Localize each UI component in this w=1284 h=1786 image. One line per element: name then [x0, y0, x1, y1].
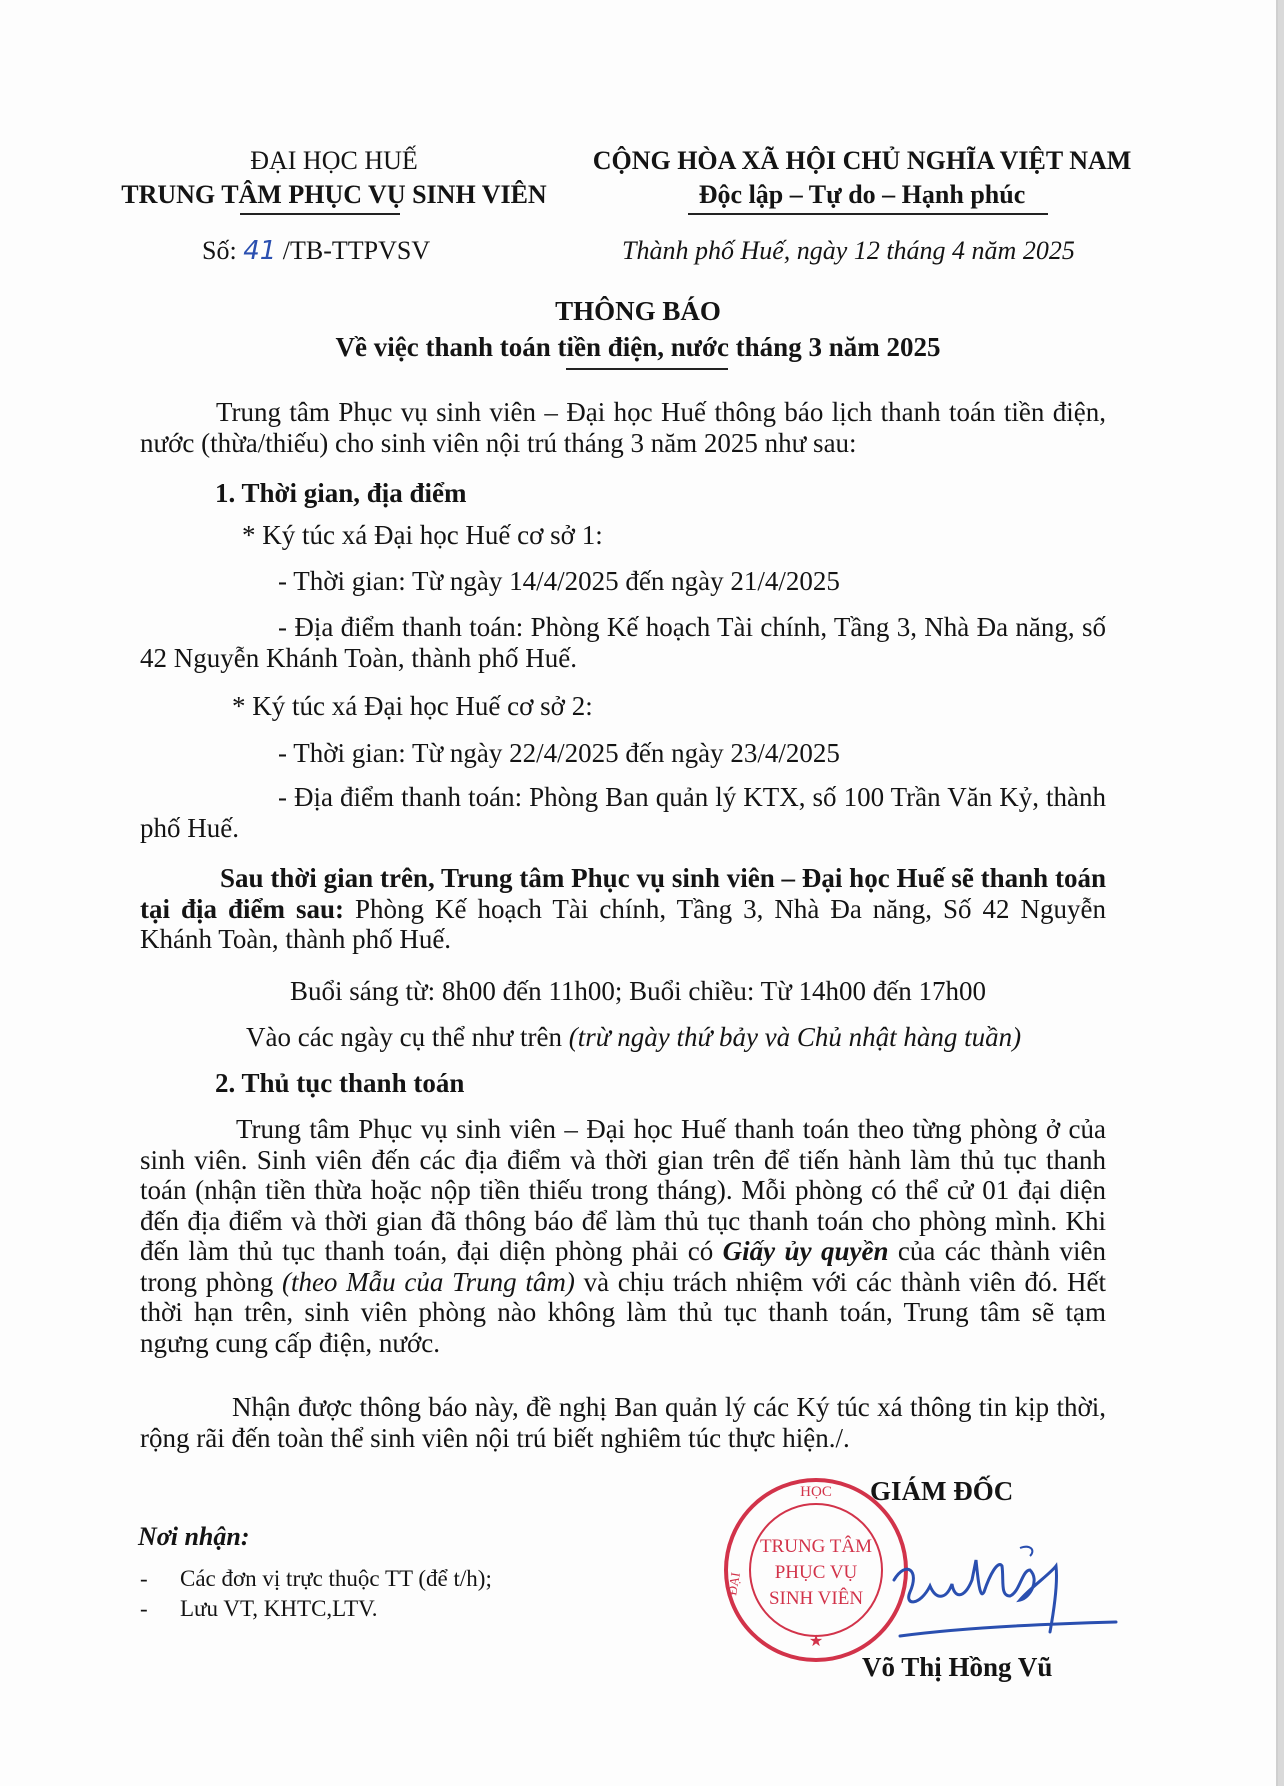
campus-1-heading: * Ký túc xá Đại học Huế cơ sở 1: — [242, 520, 603, 550]
subject-underline — [566, 368, 728, 370]
country-name: CỘNG HÒA XÃ HỘI CHỦ NGHĨA VIỆT NAM — [592, 146, 1132, 175]
campus-2-heading: * Ký túc xá Đại học Huế cơ sở 2: — [232, 691, 593, 721]
notice-subject: Về việc thanh toán tiền điện, nước tháng 3 năm 2025 — [335, 332, 941, 362]
place-date: Thành phố Huế, ngày 12 tháng 4 năm 2025 — [622, 236, 1075, 265]
stamp-line-1: TRUNG TÂM — [759, 1536, 873, 1557]
procedure-text-a: Trung tâm Phục vụ sinh viên – Đại học Huế thanh toán theo từng phòng ở của sinh viên. Sinh viên đến các địa điểm và thời gian trên để tiến hành làm thủ tục thanh toán (nhận tiền thừa hoặc nộp tiền thiếu trong tháng). Mỗi phòng có thể cử 01 đại diện đến địa điểm và thời gian đã thông báo để làm thủ tục thanh toán cho phòng mình. Khi đến làm thủ tục thanh toán, đại diện phòng phải có — [140, 1114, 1106, 1266]
section-1-heading: 1. Thời gian, địa điểm — [215, 478, 467, 508]
doc-number-line — [202, 236, 430, 266]
closing-paragraph: Nhận được thông báo này, đề nghị Ban quản lý các Ký túc xá thông tin kịp thời, rộng rãi đến toàn thể sinh viên nội trú biết nghiêm túc thực hiện./. — [140, 1392, 1106, 1453]
procedure-text-b: của các thành viên trong phòng — [140, 1236, 1107, 1297]
stamp-line-2: PHỤC VỤ — [774, 1562, 858, 1583]
signer-name: Võ Thị Hồng Vũ — [862, 1652, 1053, 1682]
doc-number-handwritten: 41 — [243, 236, 277, 266]
procedure-text-c: và chịu trách nhiệm với các thành viên đó. Hết thời hạn trên, sinh viên phòng nào không làm thủ tục thanh toán, Trung tâm sẽ tạm ngưng cung cấp điện, nước. — [140, 1266, 1106, 1358]
doc-number-prefix: Số: — [202, 236, 237, 265]
recipient-item-text: Lưu VT, KHTC,LTV. — [180, 1596, 378, 1621]
office-days-prefix: Vào các ngày cụ thể như trên — [246, 1022, 569, 1052]
notice-title: THÔNG BÁO — [555, 296, 721, 326]
stamp-line-3: SINH VIÊN — [768, 1588, 864, 1609]
campus-2-time: - Thời gian: Từ ngày 22/4/2025 đến ngày 23/4/2025 — [278, 738, 840, 768]
recipient-item: - Lưu VT, KHTC,LTV. — [140, 1596, 378, 1621]
office-days-note: (trừ ngày thứ bảy và Chủ nhật hàng tuần) — [568, 1022, 1022, 1052]
org-parent: ĐẠI HỌC HUẾ — [250, 146, 418, 175]
campus-2-place: - Địa điểm thanh toán: Phòng Ban quản lý KTX, số 100 Trần Văn Kỷ, thành phố Huế. — [140, 782, 1106, 843]
motto-underline — [688, 213, 1048, 215]
signer-position: GIÁM ĐỐC — [870, 1476, 1014, 1506]
after-period-rest: Phòng Kế hoạch Tài chính, Tầng 3, Nhà Đa năng, Số 42 Nguyễn Khánh Toàn, thành phố Huế. — [140, 893, 1106, 954]
doc-number-suffix: /TB-TTPVSV — [282, 236, 431, 265]
stamp-left-arc: ĐẠI — [724, 1571, 743, 1597]
recipients-heading: Nơi nhận: — [138, 1522, 250, 1551]
authorization-letter: Giấy ủy quyền — [722, 1236, 889, 1266]
section-2-heading: 2. Thủ tục thanh toán — [215, 1068, 465, 1098]
template-note: (theo Mẫu của Trung tâm) — [281, 1266, 575, 1297]
org-name: TRUNG TÂM PHỤC VỤ SINH VIÊN — [121, 180, 547, 209]
stamp-star-icon: ★ — [808, 1633, 824, 1650]
office-hours: Buổi sáng từ: 8h00 đến 11h00; Buổi chiều: Từ 14h00 đến 17h00 — [290, 976, 986, 1006]
stamp-top-arc: HỌC — [800, 1484, 832, 1500]
motto: Độc lập – Tự do – Hạnh phúc — [698, 180, 1026, 209]
org-underline — [240, 213, 400, 215]
procedure-paragraph — [140, 1114, 1106, 1358]
campus-1-time: - Thời gian: Từ ngày 14/4/2025 đến ngày 21/4/2025 — [278, 566, 840, 596]
after-period-bold: Sau thời gian trên, Trung tâm Phục vụ sinh viên – Đại học Huế sẽ thanh toán tại địa điểm sau: — [140, 863, 1106, 924]
after-period-paragraph — [140, 863, 1106, 955]
recipient-item: - Các đơn vị trực thuộc TT (để t/h); — [140, 1566, 492, 1591]
recipient-item-text: Các đơn vị trực thuộc TT (để t/h); — [180, 1566, 492, 1591]
handwritten-signature — [880, 1540, 1120, 1650]
campus-1-place: - Địa điểm thanh toán: Phòng Kế hoạch Tài chính, Tầng 3, Nhà Đa năng, số 42 Nguyễn Khánh Toàn, thành phố Huế. — [140, 612, 1106, 673]
office-days — [246, 1022, 1021, 1053]
intro-paragraph: Trung tâm Phục vụ sinh viên – Đại học Huế thông báo lịch thanh toán tiền điện, nước (thừa/thiếu) cho sinh viên nội trú tháng 3 năm 2025 như sau: — [140, 397, 1106, 458]
